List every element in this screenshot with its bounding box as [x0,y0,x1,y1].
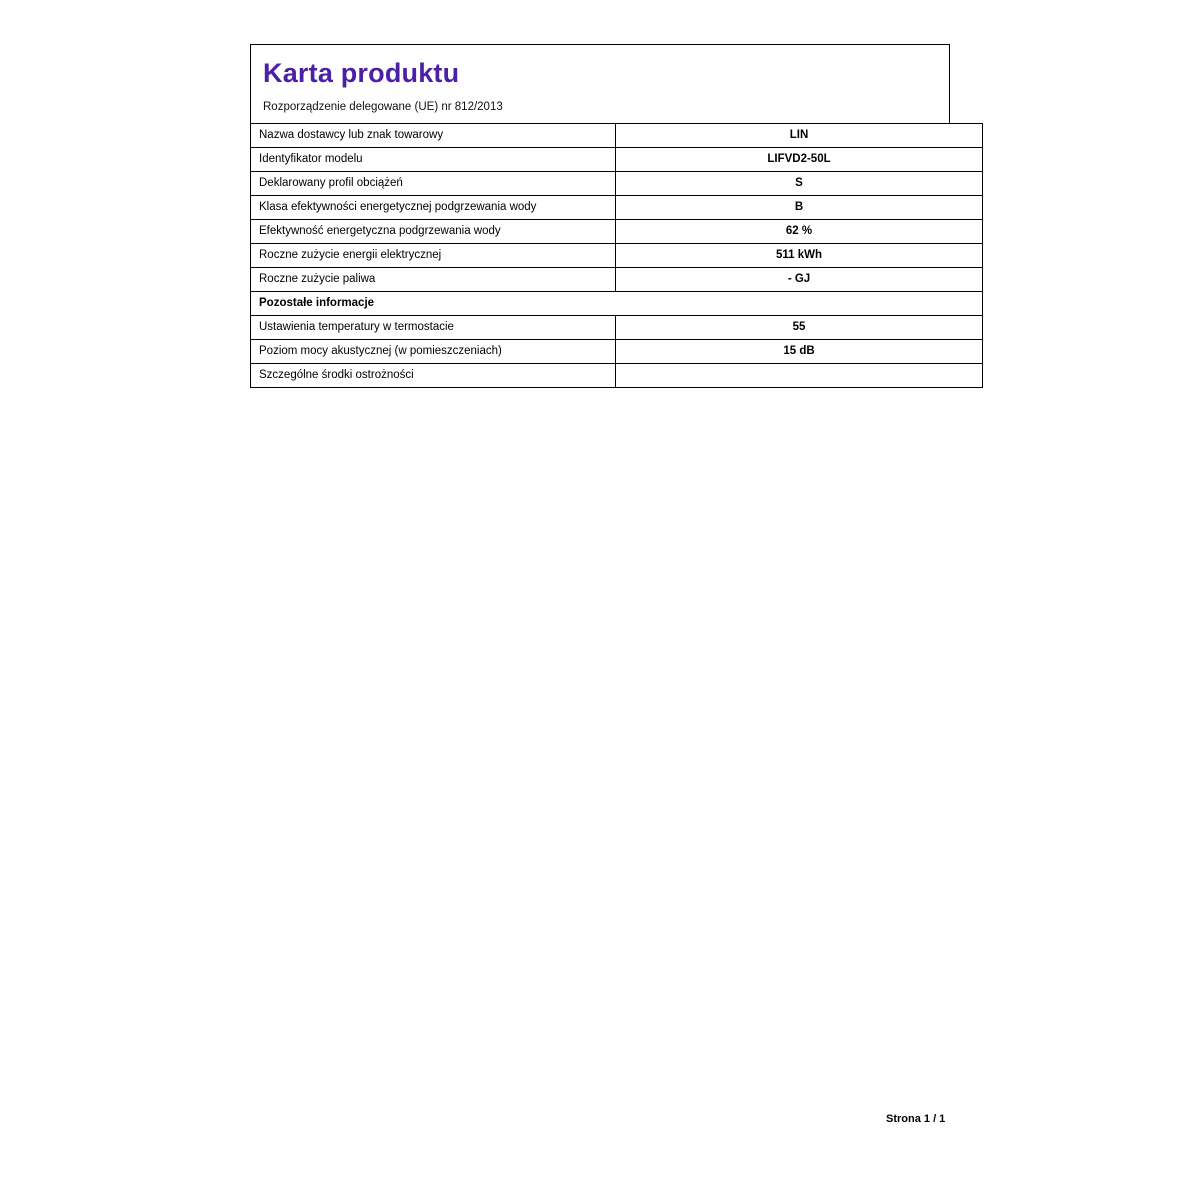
table-row [251,364,983,388]
table-row [251,316,983,340]
row-label: Identyfikator modelu [251,148,616,172]
product-card [250,44,950,388]
row-label: Roczne zużycie energii elektrycznej [251,244,616,268]
table-row [251,268,983,292]
document-subtitle: Rozporządzenie delegowane (UE) nr 812/2013 [263,101,503,114]
table-row [251,124,983,148]
row-value [616,364,983,388]
row-value: 55 [616,316,983,340]
row-value: LIN [616,124,983,148]
title-block [251,45,949,123]
row-label: Ustawienia temperatury w termostacie [251,316,616,340]
section-label: Pozostałe informacje [251,292,983,316]
row-label: Efektywność energetyczna podgrzewania wody [251,220,616,244]
table-row [251,244,983,268]
row-value: S [616,172,983,196]
row-value: - GJ [616,268,983,292]
row-value: B [616,196,983,220]
row-value: 62 % [616,220,983,244]
table-row [251,148,983,172]
row-value: 511 kWh [616,244,983,268]
page-title: Karta produktu [263,58,460,88]
row-value: 15 dB [616,340,983,364]
card-header [250,44,950,123]
row-label: Klasa efektywności energetycznej podgrzewania wody [251,196,616,220]
table-row [251,196,983,220]
table-row [251,172,983,196]
row-label: Poziom mocy akustycznej (w pomieszczeniach) [251,340,616,364]
page-footer [886,1113,945,1125]
page-number-label: Strona 1 / 1 [886,1113,946,1125]
product-spec-table [250,123,983,388]
row-label: Roczne zużycie paliwa [251,268,616,292]
row-label: Szczególne środki ostrożności [251,364,616,388]
table-section-row [251,292,983,316]
table-row [251,340,983,364]
row-value: LIFVD2-50L [616,148,983,172]
row-label: Deklarowany profil obciążeń [251,172,616,196]
table-row [251,220,983,244]
row-label: Nazwa dostawcy lub znak towarowy [251,124,616,148]
